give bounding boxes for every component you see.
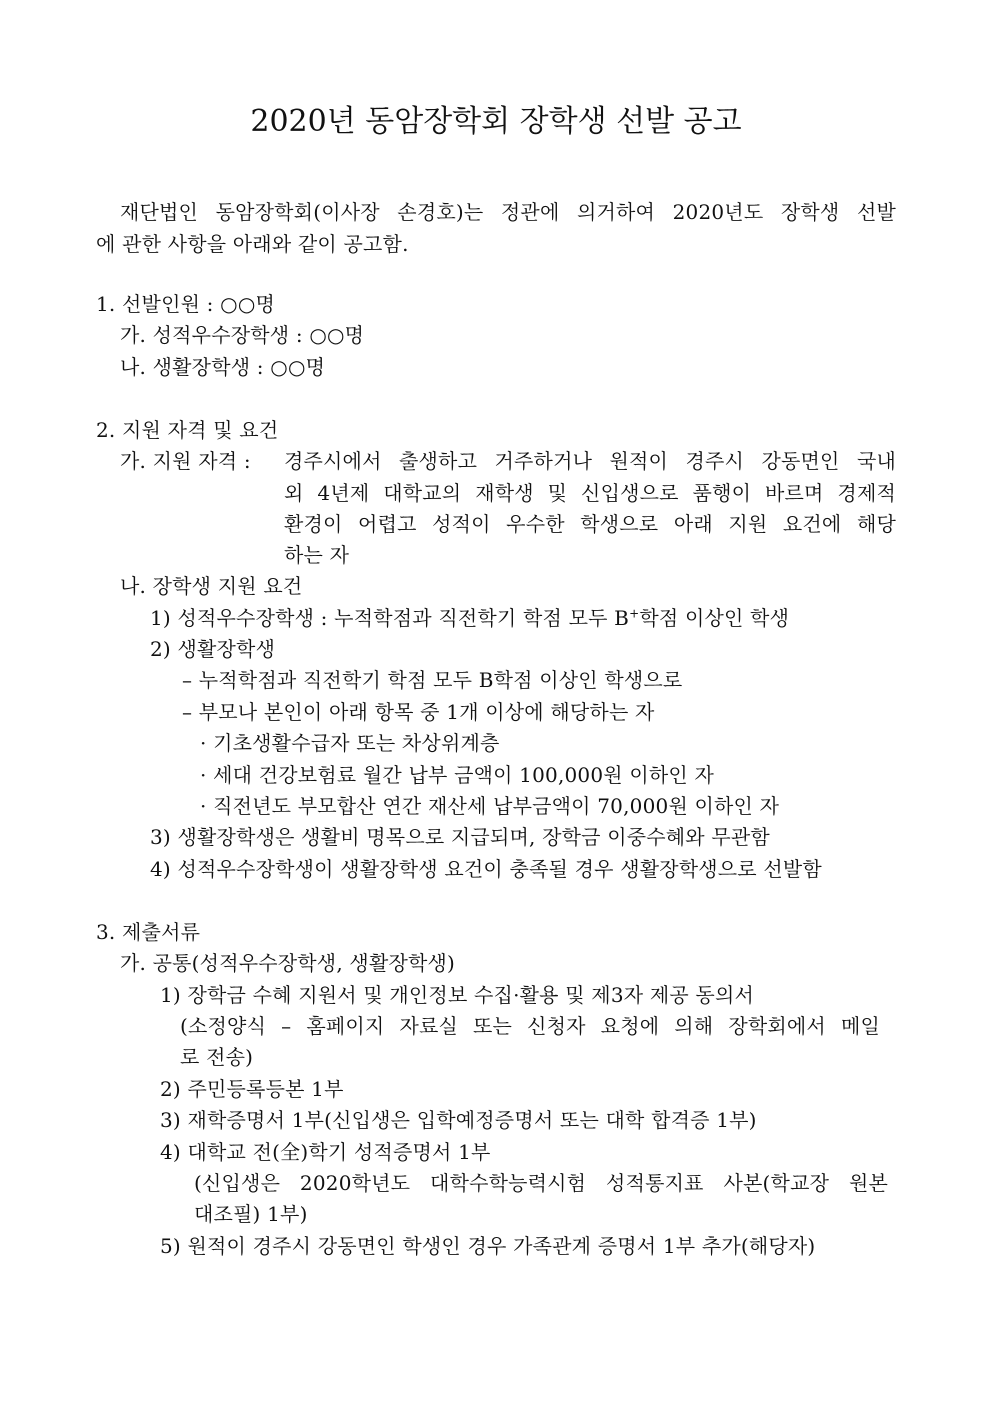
section-3-heading: 3. 제출서류 — [96, 920, 201, 944]
requirement-item-1-suffix: 학점 이상인 학생 — [639, 606, 790, 630]
page-title: 2020년 동암장학회 장학생 선발 공고 — [250, 104, 742, 139]
section-1-item-b: 나. 생활장학생 : ○○명 — [120, 355, 326, 379]
document-item-1: 1) 장학금 수혜 지원서 및 개인정보 수집·활용 및 제3자 제공 동의서 — [160, 983, 754, 1007]
intro-line-2: 에 관한 사항을 아래와 같이 공고함. — [96, 232, 409, 256]
section-2-a-label: 가. 지원 자격 : — [120, 449, 251, 473]
document-item-4: 4) 대학교 전(全)학기 성적증명서 1부 — [160, 1140, 491, 1164]
section-2-a-line-3: 환경이 어렵고 성적이 우수한 학생으로 아래 지원 요건에 해당 — [284, 512, 896, 536]
section-1-item-a: 가. 성적우수장학생 : ○○명 — [120, 323, 365, 347]
requirement-item-2: 2) 생활장학생 — [150, 637, 276, 661]
section-2-heading: 2. 지원 자격 및 요건 — [96, 418, 279, 442]
document-item-5: 5) 원적이 경주시 강동면인 학생인 경우 가족관계 증명서 1부 추가(해당자) — [160, 1234, 816, 1258]
document-item-4-note-1: (신입생은 2020학년도 대학수학능력시험 성적통지표 사본(학교장 원본 — [194, 1171, 888, 1195]
document-item-3: 3) 재학증명서 1부(신입생은 입학예정증명서 또는 대학 합격증 1부) — [160, 1108, 757, 1132]
section-2-b-label: 나. 장학생 지원 요건 — [120, 574, 303, 598]
requirement-bullet-3: · 직전년도 부모합산 연간 재산세 납부금액이 70,000원 이하인 자 — [200, 794, 780, 818]
requirement-item-1 — [150, 606, 789, 630]
section-1-heading: 1. 선발인원 : ○○명 — [96, 292, 275, 316]
requirement-bullet-1: · 기초생활수급자 또는 차상위계층 — [200, 731, 500, 755]
document-item-4-note-2: 대조필) 1부) — [194, 1202, 308, 1226]
grade-plus-superscript: + — [629, 606, 640, 621]
requirement-dash-1: – 누적학점과 직전학기 학점 모두 B학점 이상인 학생으로 — [182, 668, 683, 692]
document-item-1-note-1: (소정양식 – 홈페이지 자료실 또는 신청자 요청에 의해 장학회에서 메일 — [180, 1014, 880, 1038]
requirement-bullet-2: · 세대 건강보험료 월간 납부 금액이 100,000원 이하인 자 — [200, 763, 715, 787]
document-item-1-note-2: 로 전송) — [180, 1045, 254, 1069]
section-3-a-label: 가. 공통(성적우수장학생, 생활장학생) — [120, 951, 456, 975]
requirement-dash-2: – 부모나 본인이 아래 항목 중 1개 이상에 해당하는 자 — [182, 700, 655, 724]
section-2-a-line-2: 외 4년제 대학교의 재학생 및 신입생으로 품행이 바르며 경제적 — [284, 481, 896, 505]
section-2-a-line-4: 하는 자 — [284, 543, 350, 567]
intro-line-1: 재단법인 동암장학회(이사장 손경호)는 정관에 의거하여 2020년도 장학생 선발 — [120, 200, 896, 224]
section-2-a-line-1: 경주시에서 출생하고 거주하거나 원적이 경주시 강동면인 국내 — [284, 449, 896, 473]
requirement-item-3: 3) 생활장학생은 생활비 명목으로 지급되며, 장학금 이중수혜와 무관함 — [150, 825, 770, 849]
document-item-2: 2) 주민등록등본 1부 — [160, 1077, 344, 1101]
requirement-item-4: 4) 성적우수장학생이 생활장학생 요건이 충족될 경우 생활장학생으로 선발함 — [150, 857, 822, 881]
requirement-item-1-text: 1) 성적우수장학생 : 누적학점과 직전학기 학점 모두 B — [150, 606, 630, 630]
